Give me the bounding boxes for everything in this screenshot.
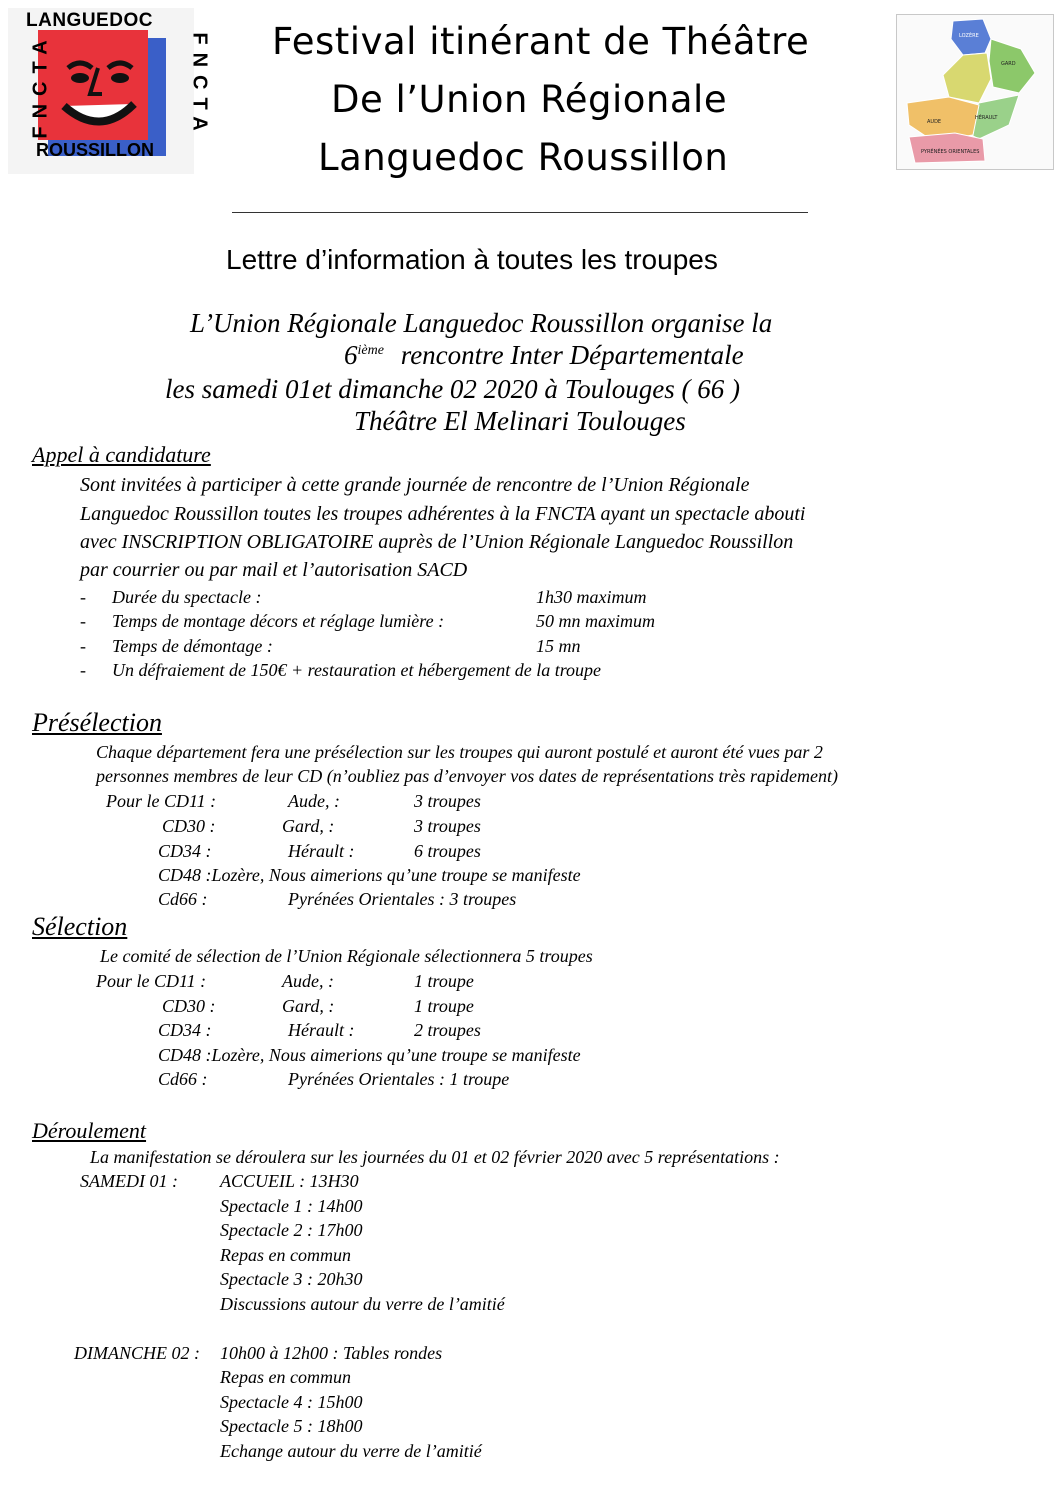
- preselection-row-1-c: 3 troupes: [414, 791, 481, 811]
- letter-subtitle: Lettre d’information à toutes les troupes: [226, 244, 718, 275]
- preselection-row-3-b: Hérault :: [288, 841, 355, 861]
- section-heading-selection: Sélection: [32, 912, 128, 941]
- preselection-row-2-a: CD30 :: [162, 816, 216, 836]
- intro-line-1: L’Union Régionale Languedoc Roussillon organise la: [190, 308, 773, 338]
- preselection-row-1-a: Pour le CD11 :: [106, 791, 217, 811]
- selection-row-1-c: 1 troupe: [414, 971, 474, 991]
- preselection-para-1: Chaque département fera une présélection sur les troupes qui auront postulé et auront été vues par 2: [96, 742, 823, 762]
- appel-bullet-3: -: [80, 636, 86, 656]
- intro-line-2: [344, 340, 744, 371]
- preselection-row-1-b: Aude, :: [288, 791, 340, 811]
- selection-row-2-c: 1 troupe: [414, 996, 474, 1016]
- schedule-dimanche-2: Repas en commun: [220, 1367, 351, 1387]
- selection-row-4-a: CD48 :Lozère, Nous aimerions qu’une troupe se manifeste: [158, 1045, 581, 1065]
- appel-item-4-label: Un défraiement de 150€ + restauration et hébergement de la troupe: [112, 660, 602, 680]
- schedule-samedi-label: SAMEDI 01 :: [80, 1171, 178, 1191]
- schedule-dimanche-3: Spectacle 4 : 15h00: [220, 1392, 363, 1412]
- deroulement-para: La manifestation se déroulera sur les journées du 01 et 02 février 2020 avec 5 représentations :: [90, 1147, 780, 1167]
- appel-item-2-value: 50 mn maximum: [536, 611, 655, 631]
- logo-text-top: LANGUEDOC: [26, 10, 153, 31]
- schedule-samedi-4: Repas en commun: [220, 1245, 351, 1265]
- intro-ordinal-sup: ième: [357, 343, 384, 358]
- fncta-logo: [8, 8, 211, 174]
- map-label-lozere: LOZÈRE: [959, 33, 979, 39]
- intro-line-2-rest: rencontre Inter Départementale: [400, 340, 744, 370]
- preselection-row-5-a: Cd66 :: [158, 889, 208, 909]
- schedule-samedi-1: ACCUEIL : 13H30: [220, 1171, 359, 1191]
- selection-row-5-b: Pyrénées Orientales : 1 troupe: [288, 1069, 510, 1089]
- appel-para-3: avec INSCRIPTION OBLIGATOIRE auprès de l’Union Régionale Languedoc Roussillon: [80, 531, 794, 553]
- appel-para-4: par courrier ou par mail et l’autorisation SACD: [80, 559, 468, 581]
- schedule-samedi-5: Spectacle 3 : 20h30: [220, 1269, 363, 1289]
- selection-row-3-c: 2 troupes: [414, 1020, 481, 1040]
- region-map: [896, 14, 1054, 170]
- selection-row-1-b: Aude, :: [282, 971, 334, 991]
- schedule-dimanche-label: DIMANCHE 02 :: [74, 1343, 200, 1363]
- header-divider: [232, 212, 808, 213]
- appel-item-3-value: 15 mn: [536, 636, 581, 656]
- header-title-line-3: Languedoc Roussillon: [318, 136, 729, 179]
- header-title-line-1: Festival itinérant de Théâtre: [272, 20, 810, 63]
- schedule-dimanche-5: Echange autour du verre de l’amitié: [220, 1441, 482, 1461]
- appel-bullet-4: -: [80, 660, 86, 680]
- map-label-aude: AUDE: [927, 119, 942, 125]
- intro-line-4: Théâtre El Melinari Toulouges: [354, 406, 686, 436]
- selection-row-1-a: Pour le CD11 :: [96, 971, 207, 991]
- schedule-samedi-6: Discussions autour du verre de l’amitié: [220, 1294, 505, 1314]
- appel-item-2-label: Temps de montage décors et réglage lumière :: [112, 611, 445, 631]
- appel-para-1: Sont invitées à participer à cette grande journée de rencontre de l’Union Régionale: [80, 474, 750, 496]
- preselection-row-3-c: 6 troupes: [414, 841, 481, 861]
- selection-para: Le comité de sélection de l’Union Régionale sélectionnera 5 troupes: [100, 946, 593, 966]
- map-label-pyrenees: PYRÉNÉES ORIENTALES: [921, 149, 980, 155]
- appel-bullet-2: -: [80, 611, 86, 631]
- selection-row-2-b: Gard, :: [282, 996, 335, 1016]
- preselection-para-2: personnes membres de leur CD (n’oubliez pas d’envoyer vos dates de représentations très rapidement): [96, 766, 839, 786]
- section-heading-appel: Appel à candidature: [32, 442, 211, 467]
- region-map-graphic: [897, 15, 1053, 169]
- preselection-row-2-c: 3 troupes: [414, 816, 481, 836]
- logo-text-right: FNCTA: [188, 32, 211, 139]
- intro-line-3: les samedi 01et dimanche 02 2020 à Toulouges ( 66 ): [165, 374, 740, 404]
- appel-item-1-label: Durée du spectacle :: [112, 587, 262, 607]
- appel-bullet-1: -: [80, 587, 86, 607]
- preselection-row-5-b: Pyrénées Orientales : 3 troupes: [288, 889, 517, 909]
- intro-ordinal: 6: [344, 340, 358, 370]
- schedule-samedi-2: Spectacle 1 : 14h00: [220, 1196, 363, 1216]
- selection-row-3-a: CD34 :: [158, 1020, 212, 1040]
- selection-row-5-a: Cd66 :: [158, 1069, 208, 1089]
- map-label-gard: GARD: [1001, 61, 1016, 67]
- preselection-row-3-a: CD34 :: [158, 841, 212, 861]
- preselection-row-2-b: Gard, :: [282, 816, 335, 836]
- map-label-herault: HÉRAULT: [975, 115, 998, 121]
- selection-row-2-a: CD30 :: [162, 996, 216, 1016]
- logo-text-bottom: ROUSSILLON: [36, 140, 155, 160]
- schedule-dimanche-1: 10h00 à 12h00 : Tables rondes: [220, 1343, 443, 1363]
- schedule-dimanche-4: Spectacle 5 : 18h00: [220, 1416, 363, 1436]
- header-title-line-2: De l’Union Régionale: [331, 78, 728, 121]
- section-heading-deroulement: Déroulement: [32, 1118, 147, 1143]
- logo-text-left: FNCTA: [29, 32, 52, 139]
- appel-para-2: Languedoc Roussillon toutes les troupes adhérentes à la FNCTA ayant un spectacle abouti: [80, 503, 806, 525]
- schedule-samedi-3: Spectacle 2 : 17h00: [220, 1220, 363, 1240]
- appel-item-3-label: Temps de démontage :: [112, 636, 273, 656]
- selection-row-3-b: Hérault :: [288, 1020, 355, 1040]
- preselection-row-4-a: CD48 :Lozère, Nous aimerions qu’une troupe se manifeste: [158, 865, 581, 885]
- appel-item-1-value: 1h30 maximum: [536, 587, 647, 607]
- section-heading-preselection: Présélection: [32, 708, 162, 737]
